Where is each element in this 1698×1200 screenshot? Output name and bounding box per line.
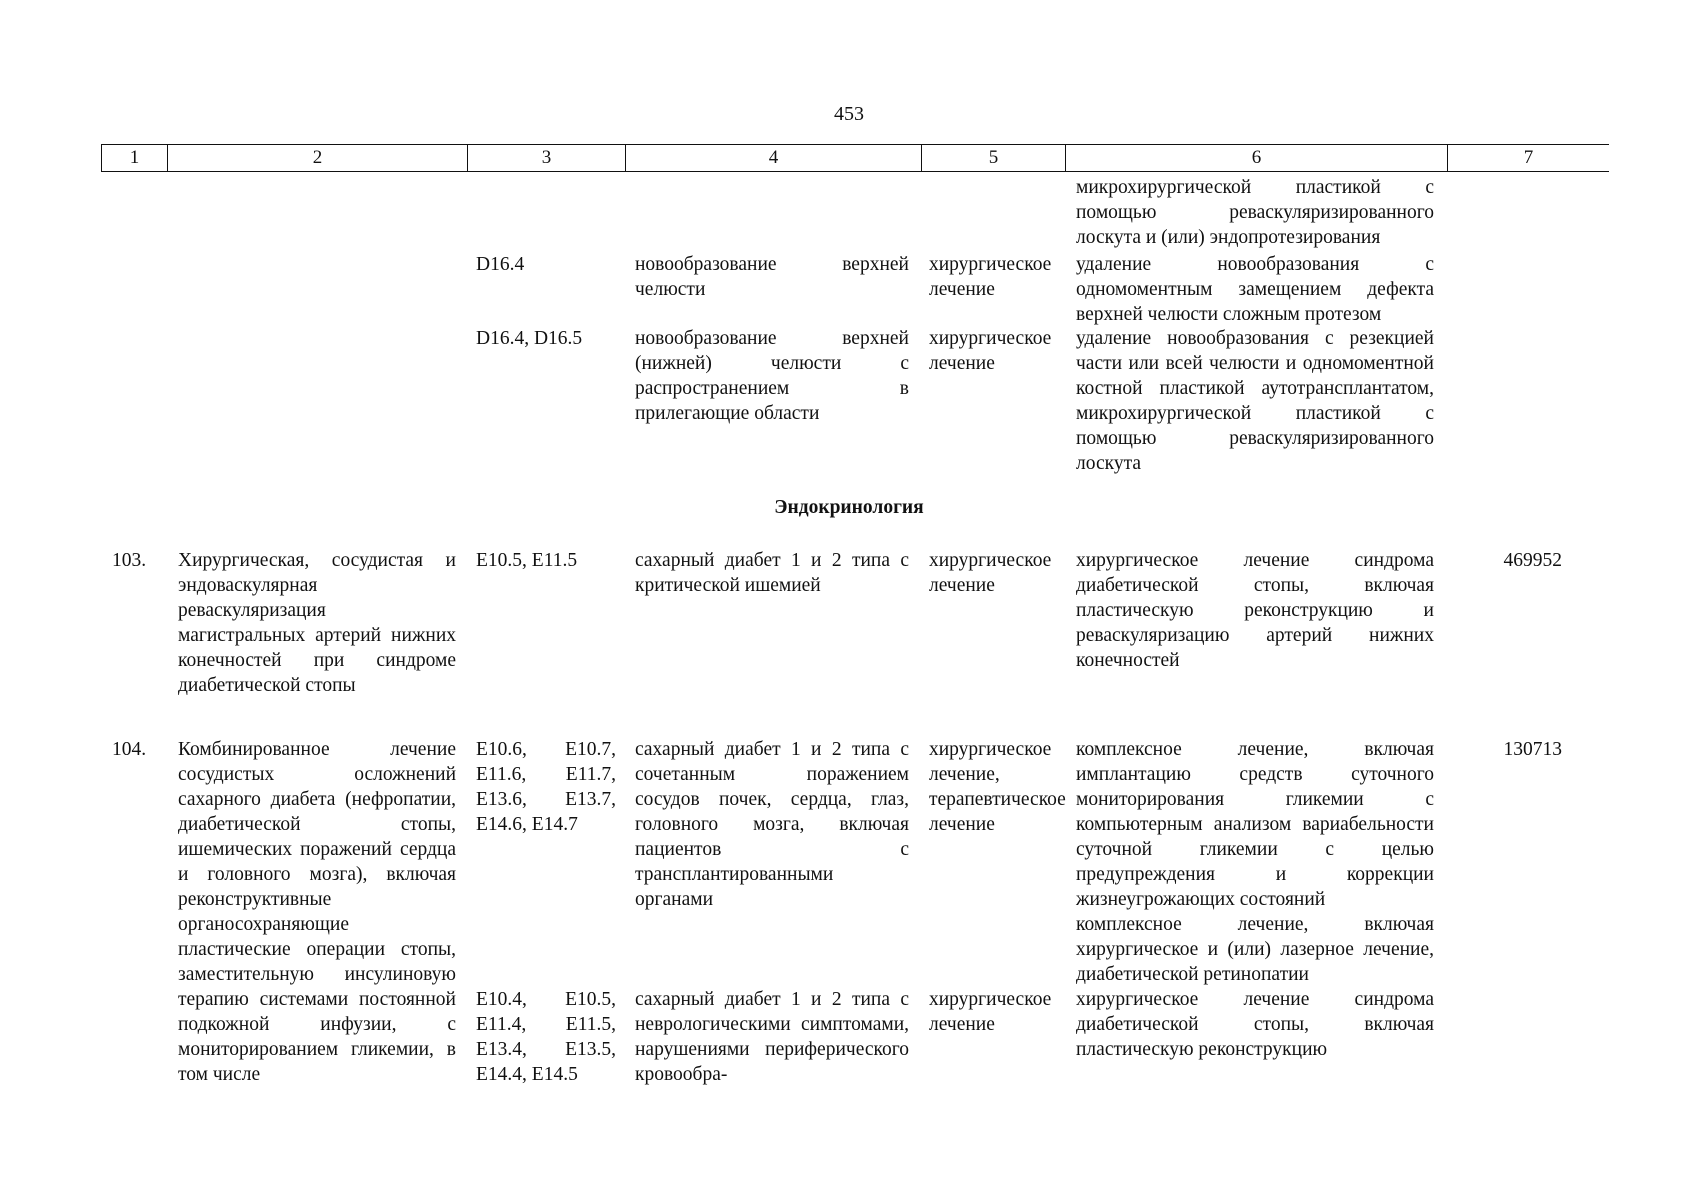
method-d16-5: удаление новообразования с резекцией части или всей челюсти и одномоментной костной пластикой аутотрансплантатом, микрохирургической пластикой с помощью реваскуляризированного лоскута: [1076, 328, 1434, 474]
continuation-method: микрохирургической пластикой с помощью реваскуляризированного лоскута и (или) эндопротезирования: [1076, 177, 1434, 248]
row-104b-model: сахарный диабет 1 и 2 типа с неврологическими симптомами, нарушениями периферического кровообра-: [635, 989, 909, 1085]
column-header-1: 1: [102, 145, 168, 171]
row-104a-model: сахарный диабет 1 и 2 типа с сочетанным поражением сосудов почек, сердца, глаз, головного мозга, включая пациентов с трансплантированными органами: [635, 739, 909, 910]
codes-d16-4: D16.4: [476, 254, 525, 275]
model-d16-5: новообразование верхней (нижней) челюсти с распространением в прилегающие области: [635, 328, 909, 424]
row-103-model: сахарный диабет 1 и 2 типа с критической ишемией: [635, 550, 909, 596]
column-header-row: [101, 144, 1609, 172]
row-104a-method-2: комплексное лечение, включая хирургическое и (или) лазерное лечение, диабетической ретинопатии: [1076, 914, 1434, 985]
row-104b-treatment: хирургическое лечение: [929, 989, 1052, 1035]
row-104a-method-1: комплексное лечение, включая имплантацию средств суточного мониторирования гликемии с компьютерным анализом вариабельности суточной гликемии с целью предупреждения и коррекции жизнеугрожающих состояний: [1076, 739, 1434, 910]
section-title: Эндокринология: [774, 497, 924, 518]
column-header-3: 3: [468, 145, 626, 171]
row-104-number: 104.: [112, 739, 147, 760]
model-d16-4: новообразование верхней челюсти: [635, 254, 909, 300]
codes-d16-5: D16.4, D16.5: [476, 328, 583, 349]
row-103-method: хирургическое лечение синдрома диабетической стопы, включая пластическую реконструкцию и реваскуляризацию артерий нижних конечностей: [1076, 550, 1434, 671]
column-header-4: 4: [626, 145, 922, 171]
row-104-price: 130713: [1503, 739, 1562, 760]
row-103-number: 103.: [112, 550, 147, 571]
row-104b-codes: E10.4, E10.5, E11.4, E11.5, E13.4, E13.5, E14.4, E14.5: [476, 989, 616, 1085]
column-header-2: 2: [168, 145, 468, 171]
method-d16-4: удаление новообразования с одномоментным замещением дефекта верхней челюсти сложным протезом: [1076, 254, 1434, 325]
row-104b-method: хирургическое лечение синдрома диабетической стопы, включая пластическую реконструкцию: [1076, 989, 1434, 1060]
column-header-5: 5: [922, 145, 1066, 171]
row-103-name: Хирургическая, сосудистая и эндоваскулярная реваскуляризация магистральных артерий нижних конечностей при синдроме диабетической стопы: [178, 550, 456, 696]
treatment-d16-5: хирургическое лечение: [929, 328, 1052, 374]
row-103-price: 469952: [1503, 550, 1562, 571]
row-104-name: Комбинированное лечение сосудистых осложнений сахарного диабета (нефропатии, диабетической стопы, ишемических поражений сердца и головного мозга), включая реконструктивные органосохраняющие пластические операции стопы, заместительную инсулиновую терапию системами постоянной подкожной инфузии, с мониторированием гликемии, в том числе: [178, 739, 456, 1085]
page-number: 453: [834, 103, 864, 125]
treatment-d16-4: хирургическое лечение: [929, 254, 1052, 300]
row-104a-treatment: хирургическое лечение, терапевтическое лечение: [929, 739, 1066, 835]
row-104a-codes: E10.6, E10.7, E11.6, E11.7, E13.6, E13.7, E14.6, E14.7: [476, 739, 616, 835]
column-header-7: 7: [1523, 147, 1534, 168]
row-103-treatment: хирургическое лечение: [929, 550, 1052, 596]
column-header-6: 6: [1066, 145, 1448, 171]
row-103-codes: E10.5, E11.5: [476, 550, 578, 571]
